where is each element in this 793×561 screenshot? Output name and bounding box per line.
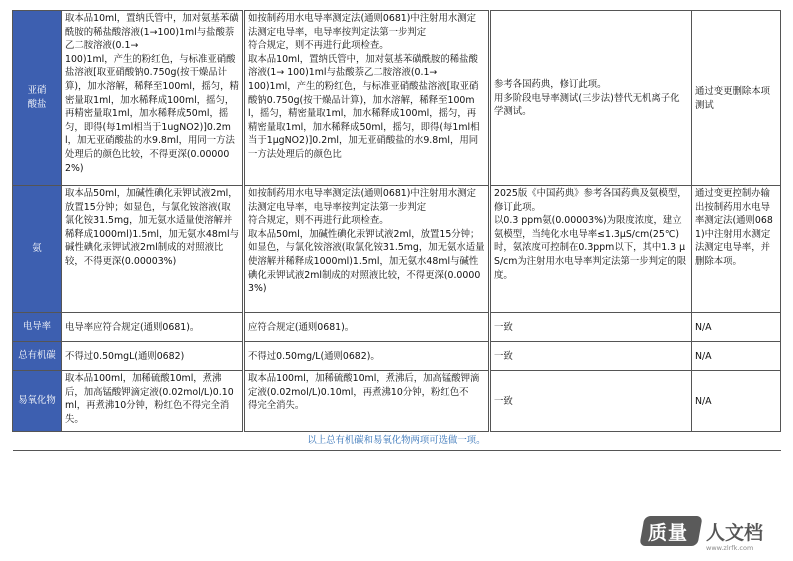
table-row-toc (13, 342, 781, 371)
remark-cell: 通过变更删除本项测试 (692, 11, 781, 186)
table-footnote: 以上总有机碳和易氧化物两项可选做一项。 (13, 432, 781, 451)
new-standard-cell: 不得过0.50mg/L(通则0682)。 (244, 342, 490, 371)
table-row-conductivity (13, 313, 781, 342)
old-standard-cell: 不得过0.50mgL(通则0682) (62, 342, 244, 371)
row-header-nitrite: 亚硝 酸盐 (13, 11, 62, 186)
remark-cell: 通过变更控制办输出按制药用水电导率测定法(通则0681)中注射用水测定法测定电导率，并删除本项。 (692, 186, 781, 313)
basis-cell: 一致 (490, 342, 692, 371)
basis-cell: 参考各国药典，修订此项。 用多阶段电导率测试(三步法)替代无机离子化学测试。 (490, 11, 692, 186)
table-row-oxidizable (13, 371, 781, 432)
old-standard-cell: 取本品50ml，加碱性碘化汞钾试液2ml，放置15分钟；如显色，与氯化铵溶液(取氯化铵31.5mg，加无氨水适量使溶解并稀释成1000ml)1.5ml，加无氨水48ml与碱性碘化汞钾试液2ml制成的对照液比较，不得更深(0.00003%) (62, 186, 244, 313)
new-standard-cell: 如按制药用水电导率测定法(通则0681)中注射用水测定法测定电导率，电导率按判定法第一步判定 符合规定，则不再进行此项检查。 取本品50ml，加碱性碘化汞钾试液2ml，放置15分钟；如显色，与氯化铵溶液(取氯化铵31.5mg，加无氨水适量使溶解并稀释成1000ml)1.5ml，加无氨水48ml与碱性碘化汞钾试液2ml制成的对照液比较，不得更深(0.00003%) (244, 186, 490, 313)
table-row-nitrite (13, 11, 781, 186)
row-header-toc: 总有机碳 (13, 342, 62, 371)
basis-cell: 一致 (490, 371, 692, 432)
old-standard-cell: 取本品100ml，加稀硫酸10ml，煮沸后，加高锰酸钾滴定液(0.02mol/L)0.10ml，再煮沸10分钟，粉红色不得完全消失。 (62, 371, 244, 432)
watermark-brand-b: 人文档 (706, 522, 764, 544)
spec-comparison-table (12, 10, 781, 451)
new-standard-cell: 取本品100ml，加稀硫酸10ml，煮沸后，加高锰酸钾滴定液(0.02mol/L)0.10ml，再煮沸10分钟，粉红色不 得完全消失。 (244, 371, 490, 432)
remark-cell: N/A (692, 342, 781, 371)
row-header-oxidizable: 易氧化物 (13, 371, 62, 432)
table-footnote-row (13, 432, 781, 451)
basis-cell: 2025版《中国药典》参考各国药典及氨模型，修订此项。 以0.3 ppm氨(0.00003%)为限度浓度，建立氨模型，当纯化水电导率≤1.3μS/cm(25℃)时，氨浓度可控制在0.3ppm以下，其中1.3 μS/cm为注射用水电导率判定法第一步判定的限度。 (490, 186, 692, 313)
new-standard-cell: 应符合规定(通则0681)。 (244, 313, 490, 342)
row-header-ammonia: 氨 (13, 186, 62, 313)
row-header-conductivity: 电导率 (13, 313, 62, 342)
old-standard-cell: 取本品10ml，置纳氏管中，加对氨基苯磺酰胺的稀盐酸溶液(1→100)1ml与盐酸萘乙二胺溶液(0.1→ 100)1ml，产生的粉红色，与标准亚硝酸盐溶液[取亚硝酸钠0.750g(按干燥品计算)，加水溶解，稀释至100ml，摇匀，精密量取1ml，加水稀释成100ml，摇匀，再精密量取1ml，加水稀释成50ml，摇匀，即得(每1ml相当于1ugNO2)]0.2ml，加无亚硝酸盐的水9.8ml，用同一方法处理后的颜色比较，不得更深(0.000002%) (62, 11, 244, 186)
remark-cell: N/A (692, 313, 781, 342)
new-standard-cell: 如按制药用水电导率测定法(通则0681)中注射用水测定法测定电导率，电导率按判定法第一步判定 符合规定，则不再进行此项检查。 取本品10ml，置纳氏管中，加对氨基苯磺酰胺的稀盐酸溶液(1→ 100)1ml与盐酸萘乙二胺溶液(0.1→ 100)1ml，产生的粉红色，与标准亚硝酸盐溶液[取亚硝酸钠0.750g(按干燥品计算)，加水溶解，稀释至100ml，摇匀，精密量取1ml，加水稀释成100ml，摇匀，再精密量取1ml，加水稀释成50ml，摇匀，即得(每1ml相当于1μgNO2)]0.2ml，加无亚硝酸盐的水9.8ml，用同一方法处理后的颜色比 (244, 11, 490, 186)
watermark-url: www.zlrfk.com (706, 544, 754, 552)
old-standard-cell: 电导率应符合规定(通则0681)。 (62, 313, 244, 342)
basis-cell: 一致 (490, 313, 692, 342)
watermark-brand-a: 质量 (648, 522, 689, 544)
watermark-logo (642, 514, 782, 554)
remark-cell: N/A (692, 371, 781, 432)
table-row-ammonia (13, 186, 781, 313)
